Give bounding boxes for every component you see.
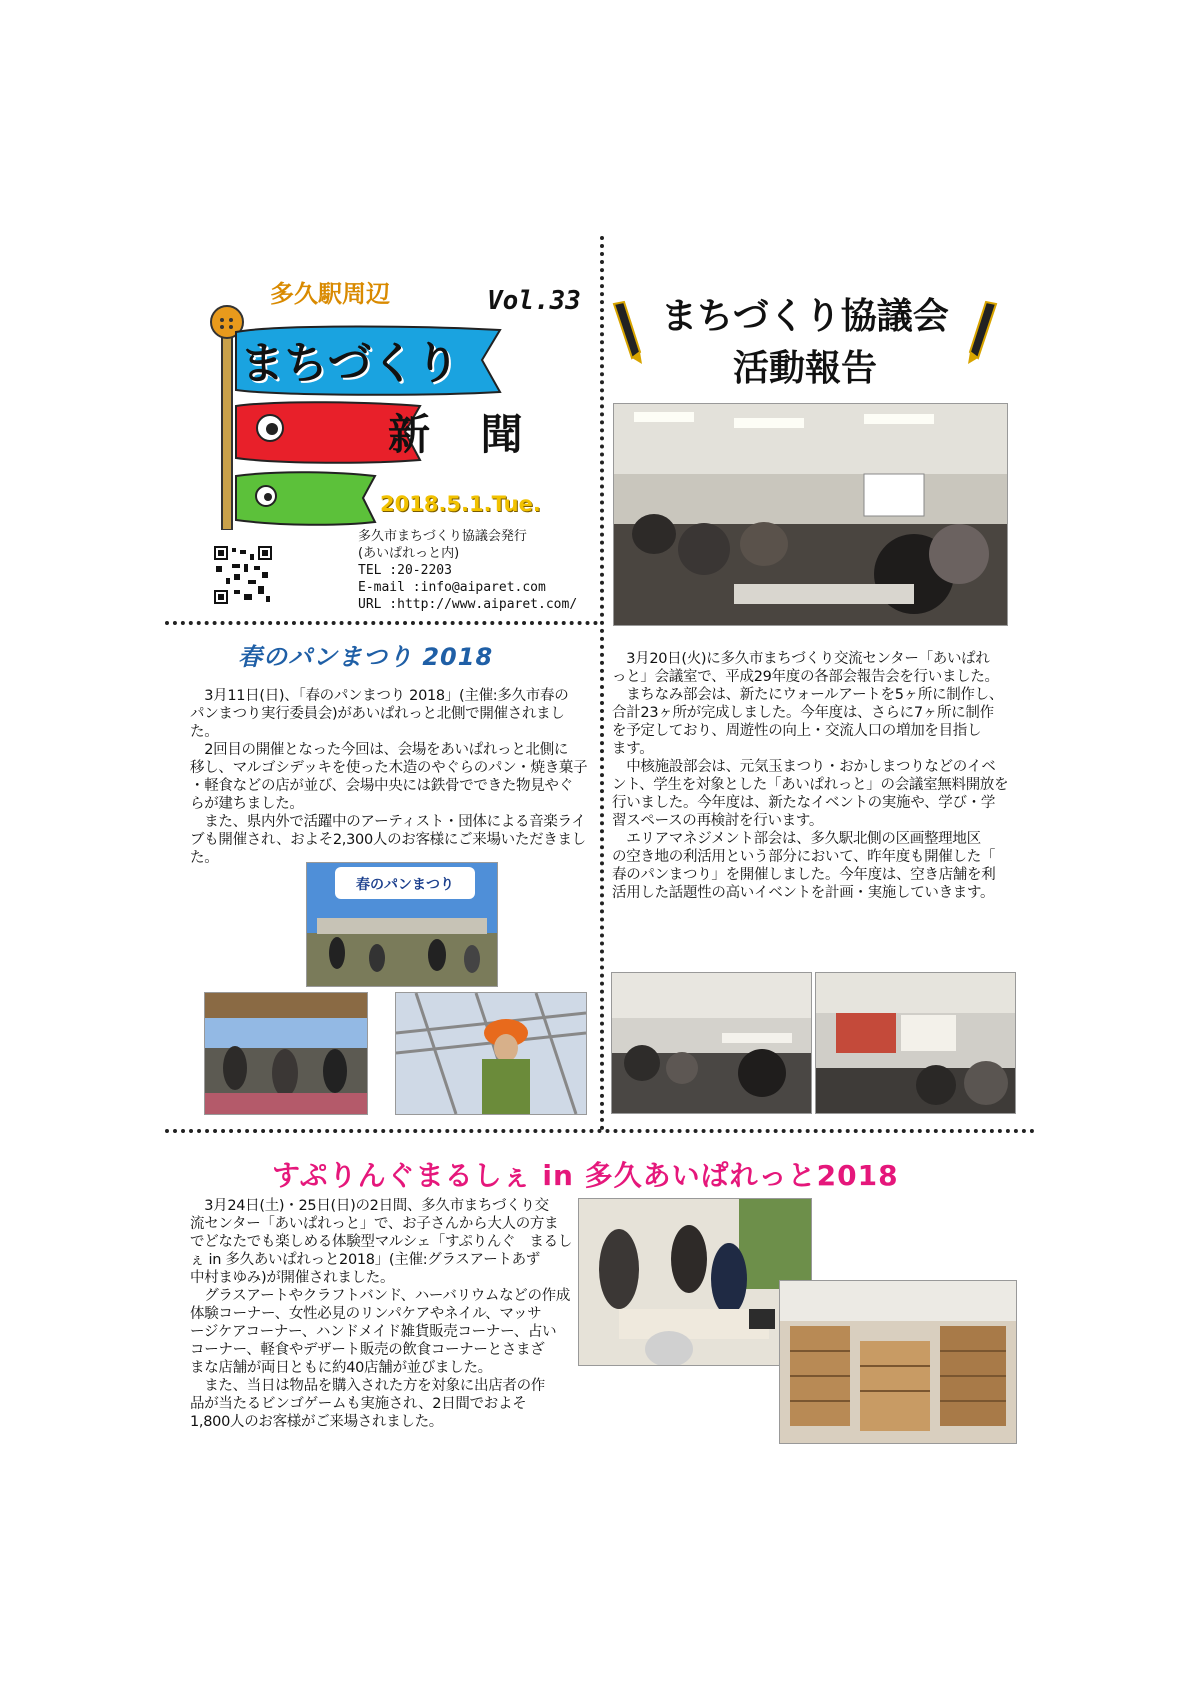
bread-body: 3月11日(日)、「春のパンまつり 2018」(主催:多久市春の パンまつり実行委員会)があいぱれっと北側で開催されまし た。 2回目の開催となった今回は、会場をあいぱれっと北側に 移し、マルゴシデッキを使った木造のやぐらのパン・焼き菓子 ・軽食などの店が並び、会場中央には鉄骨でできた物見やぐ らが建ちました。 また、県内外で活躍中のアーティスト・団体による音楽ライ ブも開催され、およそ2,300人のお客様にご来場いただきまし た。 — [190, 688, 588, 866]
tel: TEL :20-2203 — [358, 563, 452, 578]
bottom-horizontal-divider — [165, 1129, 1035, 1133]
volume-label: Vol.33 — [487, 286, 581, 316]
bread-heading: 春のパンまつり 2018 — [238, 643, 494, 671]
market-photo-shop — [779, 1280, 1017, 1444]
council-photo-right — [815, 972, 1016, 1114]
publisher: 多久市まちづくり協議会発行 — [358, 529, 527, 544]
masthead-title: まちづくり — [240, 338, 460, 389]
market-photo-workshop — [578, 1198, 812, 1366]
left-horizontal-divider — [165, 621, 598, 625]
council-meeting-photo — [613, 403, 1008, 626]
bread-festival-photo-right — [395, 992, 587, 1115]
publisher-note: (あいぱれっと内) — [358, 546, 460, 561]
qr-code — [214, 546, 272, 604]
masthead-date: 2018.5.1.Tue. — [380, 492, 541, 516]
email: E-mail :info@aiparet.com — [358, 580, 546, 595]
banner-text: 春のパンまつり — [356, 877, 454, 893]
masthead — [200, 260, 600, 620]
market-body: 3月24日(土)・25日(日)の2日間、多久市まちづくり交 流センター「あいぱれっと」で、お子さんから大人の方ま でどなたでも楽しめる体験型マルシェ「すぷりんぐ まるし ぇ in 多久あいぱれっと2018」(主催:グラスアートあず 中村まゆみ)が開催されました。 グラスアートやクラフトバンド、ハーバリウムなどの作成 体験コーナー、女性必見のリンパケアやネイル、マッサ ージケアコーナー、ハンドメイド雑貨販売コーナー、占い コーナー、軽食やデザート販売の飲食コーナーとさまざ まな店舗が両日ともに約40店舗が並びました。 また、当日は物品を購入された方を対象に出店者の作 品が当たるビンゴゲームも実施され、2日間でおよそ 1,800人のお客様がご来場されました。 — [190, 1198, 573, 1430]
masthead-area: 多久駅周辺 — [270, 280, 390, 308]
bread-festival-photo-left — [204, 992, 368, 1115]
masthead-news-title: 新 聞 — [388, 410, 541, 459]
fountain-pen-icon — [610, 300, 644, 366]
council-heading-line1: まちづくり協議会 — [661, 296, 949, 337]
url: URL :http://www.aiparet.com/ — [358, 597, 578, 612]
vertical-divider — [600, 236, 604, 1131]
council-body: 3月20日(火)に多久市まちづくり交流センター「あいぱれ っと」会議室で、平成29年度の各部会報告会を行いました。 まちなみ部会は、新たにウォールアートを5ヶ所に制作し、 合計23ヶ所が完成しました。今年度は、さらに7ヶ所に制作 を予定しており、周遊性の向上・交流人口の増加を目指し ます。 中核施設部会は、元気玉まつり・おかしまつりなどのイベ ント、学生を対象とした「あいぱれっと」の会議室無料開放を 行いました。今年度は、新たなイベントの実施や、学び・学 習スペースの再検討を行います。 エリアマネジメント部会は、多久駅北側の区画整理地区 の空き地の利活用という部分において、昨年度も開催した「 春のパンまつり」を開催しました。今年度は、空き店舗を利 活用した話題性の高いイベントを計画・実施していきます。 — [612, 651, 1009, 901]
fountain-pen-icon — [966, 300, 1000, 366]
bread-festival-photo-main — [306, 862, 498, 987]
council-heading-line2: 活動報告 — [732, 348, 877, 389]
market-heading: すぷりんぐまるしぇ in 多久あいぱれっと2018 — [272, 1159, 899, 1192]
council-photo-left — [611, 972, 812, 1114]
